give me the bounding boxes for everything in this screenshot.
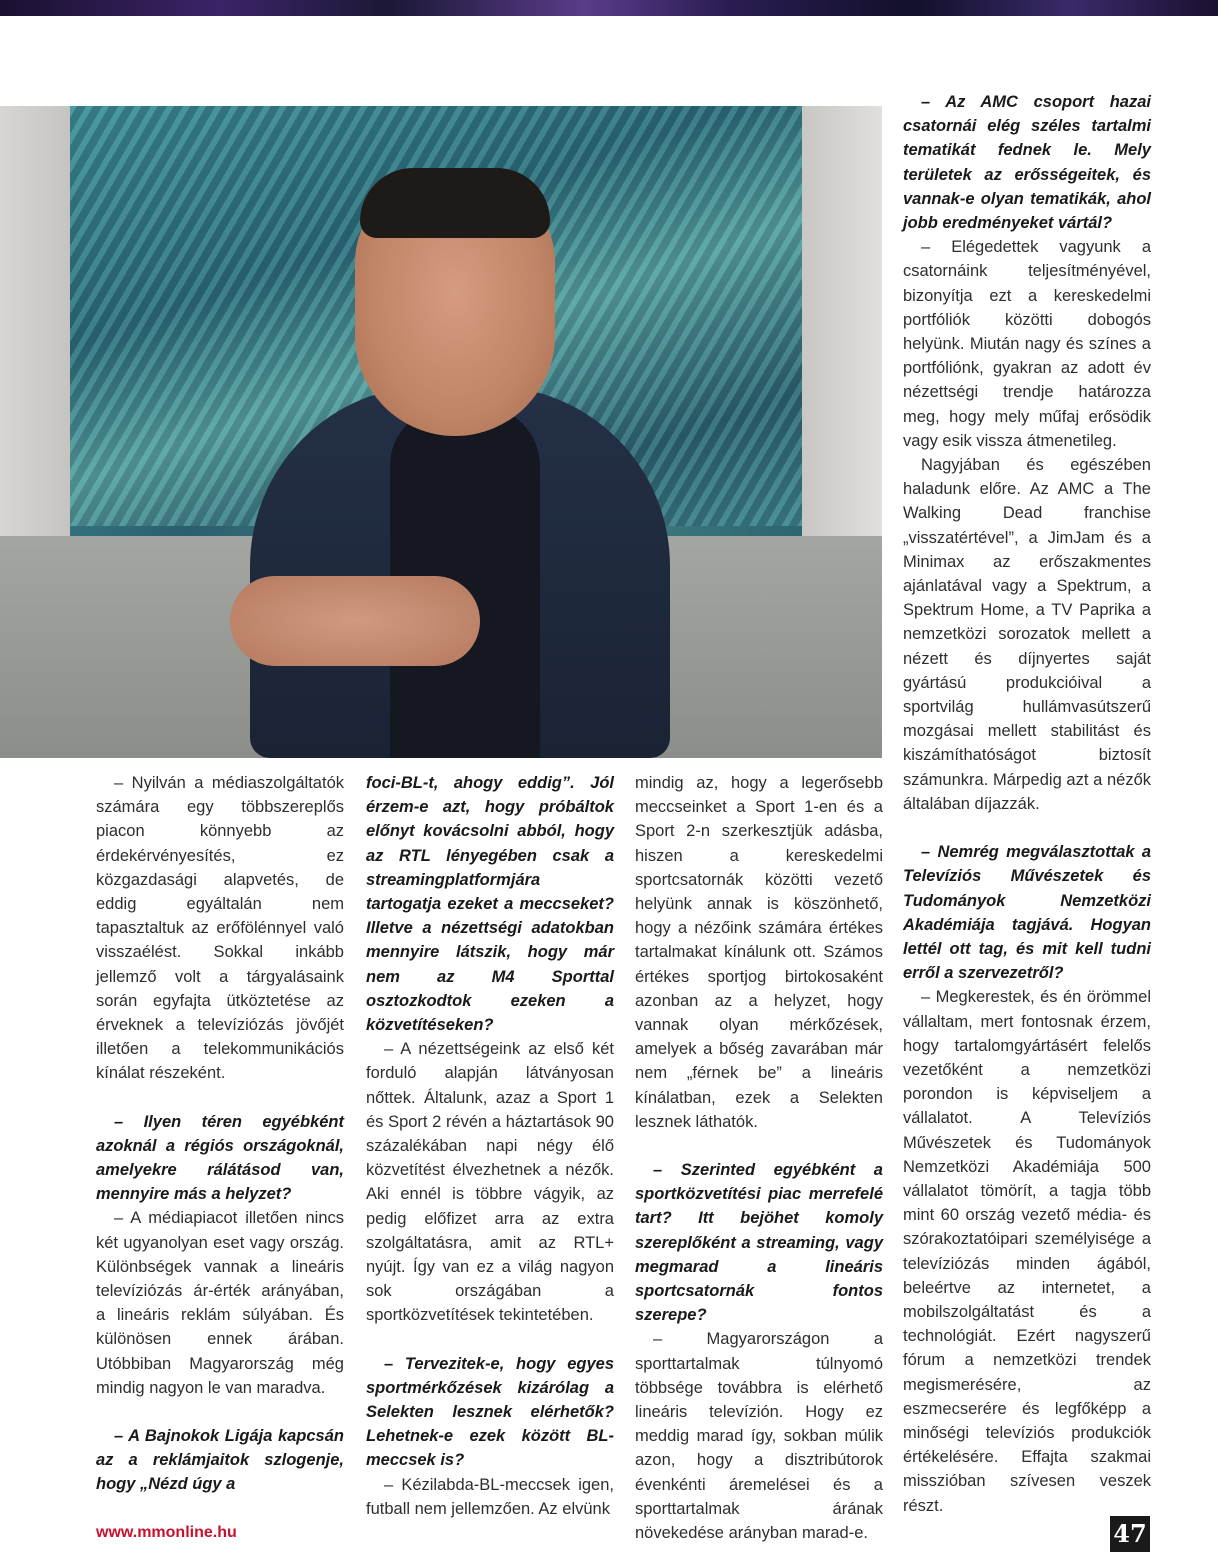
page-number: 47 (1110, 1516, 1150, 1552)
answer-paragraph: – Megkerestek, és én örömmel vállaltam, mert fontosnak érzem, hogy tartalomgyártásért felelős vezetőként a nemzetközi porondon is képviseljem a vállalatot. A Televíziós Művészetek és Tudományok Nemzetközi Akadémiája 500 vállalatot tömörít, a tagja több mint 60 ország vezető média- és szórakoztatóipari személyisége a televíziózás minden ágából, beleértve az internetet, a mobilszolgáltatást és a technológiát. Ezért nagyszerű fórum a nemzetközi trendek megismerésére, az eszmecserére és legfőképp a minőségi televíziós produkciók értékelésére. Effajta szakmai misszióban szívesen veszek részt. (903, 988, 1151, 1515)
interview-photo (0, 106, 882, 758)
footer-website-link[interactable]: www.mmonline.hu (96, 1524, 237, 1541)
question-paragraph: – Tervezitek-e, hogy egyes sportmérkőzések kizárólag a Selekten lesznek elérhetők? Lehetnek-e ezek között BL-meccsek is? (366, 1354, 614, 1470)
answer-paragraph: – A médiapiacot illetően nincs két ugyanolyan eset vagy ország. Különbségek vannak a lineáris televíziózás ár-érték arányában, a lineáris reklám súlyában. És különösen ennek árában. Utóbbiban Magyarország még mindig nagyon le van maradva. (96, 1209, 344, 1397)
text-column-4 (903, 90, 1151, 1518)
top-decorative-band (0, 0, 1218, 16)
question-paragraph: foci-BL-t, ahogy eddig”. Jól érzem-e azt, hogy próbáltok előnyt kovácsolni abból, hogy az RTL lényegében csak a streamingplatformjára tartogatja ezeket a meccseket? Illetve a nézettségi adatokban mennyire látszik, hogy már nem az M4 Sporttal osztozkodtok ezeken a közvetítéseken? (366, 774, 614, 1035)
answer-paragraph: Nagyjában és egészében haladunk előre. Az AMC a The Walking Dead franchise „visszatértével”, a JimJam és a Minimax az erőszakmentes ajánlatával vagy a Spektrum, a Spektrum Home, a TV Paprika a nemzetközi sorozatok mellett a nézett és díjnyertes saját gyártású produkcióival a sportvilág hullámvasútszerű mozgásai mellett stabilitást és kiszámíthatóságot biztosít számunkra. Márpedig azt a nézők általában díjazzák. (903, 456, 1151, 813)
question-paragraph: – Nemrég megválasztottak a Televíziós Művészetek és Tudományok Nemzetközi Akadémiája tagjává. Hogyan lettél ott tag, és mit kell tudni erről a szervezetről? (903, 843, 1151, 983)
question-paragraph: – Szerinted egyébként a sportközvetítési piac merrefelé tart? Itt bejöhet komoly szereplőként a streaming, vagy megmarad a lineáris sportcsatornák fontos szerepe? (635, 1161, 883, 1325)
answer-paragraph: – Kézilabda-BL-meccsek igen, futball nem jellemzően. Az elvünk (366, 1475, 614, 1518)
photo-hair (360, 168, 550, 238)
question-paragraph: – A Bajnokok Ligája kapcsán az a reklámjaitok szlogenje, hogy „Nézd úgy a (96, 1427, 344, 1494)
question-paragraph: – Az AMC csoport hazai csatornái elég széles tartalmi tematikát fednek le. Mely területek az erősségeitek, és vannak-e olyan tematikák, ahol jobb eredményeket vártál? (903, 93, 1151, 233)
answer-paragraph: – Magyarországon a sporttartalmak túlnyomó többsége továbbra is elérhető lineáris televízión. Hogy ez meddig marad így, sokban múlik azon, hogy a disztribútorok évenkénti áremelései és a sporttartalmak árának növekedése arányban marad-e. (635, 1330, 883, 1543)
question-paragraph: – Ilyen téren egyébként azoknál a régiós országoknál, amelyekre rálátásod van, mennyire más a helyzet? (96, 1112, 344, 1204)
photo-hands (230, 576, 480, 666)
text-column-2 (366, 771, 614, 1521)
text-column-3 (635, 771, 883, 1545)
answer-paragraph: – Elégedettek vagyunk a csatornáink teljesítményével, bizonyítja ezt a kereskedelmi portfóliók közötti dobogós helyünk. Miután nagy és színes a portfóliónk, gyakran az adott év nézettségi trendje határozza meg, hogy mely műfaj erősödik vagy esik vissza átmenetileg. (903, 238, 1151, 450)
answer-paragraph: mindig az, hogy a legerősebb meccseinket a Sport 1-en és a Sport 2-n szerkesztjük adásba, hiszen a kereskedelmi sportcsatornák közötti vezető helyünk annak is köszönhető, hogy a nézőink számára értékes tartalmakat kínálunk ott. Számos értékes sportjog birtokosaként azonban az a helyzet, hogy vannak olyan mérkőzések, amelyek a bőség zavarában már nem „férnek be” a lineáris kínálatban, ezek a Selekten lesznek láthatók. (635, 774, 883, 1131)
answer-paragraph: – Nyilván a médiaszolgáltatók számára egy többszereplős piacon könnyebb az érdekérvényesítés, ez közgazdasági alapvetés, de eddig egyáltalán nem tapasztaltuk az erőfölénnyel való visszaélést. Sokkal inkább jellemző volt a tárgyalásaink során egyfajta ütköztetése az érveknek a televíziózás jövőjét illetően a telekommunikációs kínálat részeként. (96, 774, 344, 1083)
text-column-1 (96, 771, 344, 1497)
answer-paragraph: – A nézettségeink az első két forduló alapján látványosan nőttek. Általunk, azaz a Sport 1 és Sport 2 révén a háztartások 90 százalékában napi négy élő közvetítést élvezhetnek a nézők. Aki ennél is többre vágyik, az pedig előfizet arra az extra szolgáltatásra, amit az RTL+ nyújt. Így van ez a világ nagyon sok országában a sportközvetítések tekintetében. (366, 1040, 614, 1325)
